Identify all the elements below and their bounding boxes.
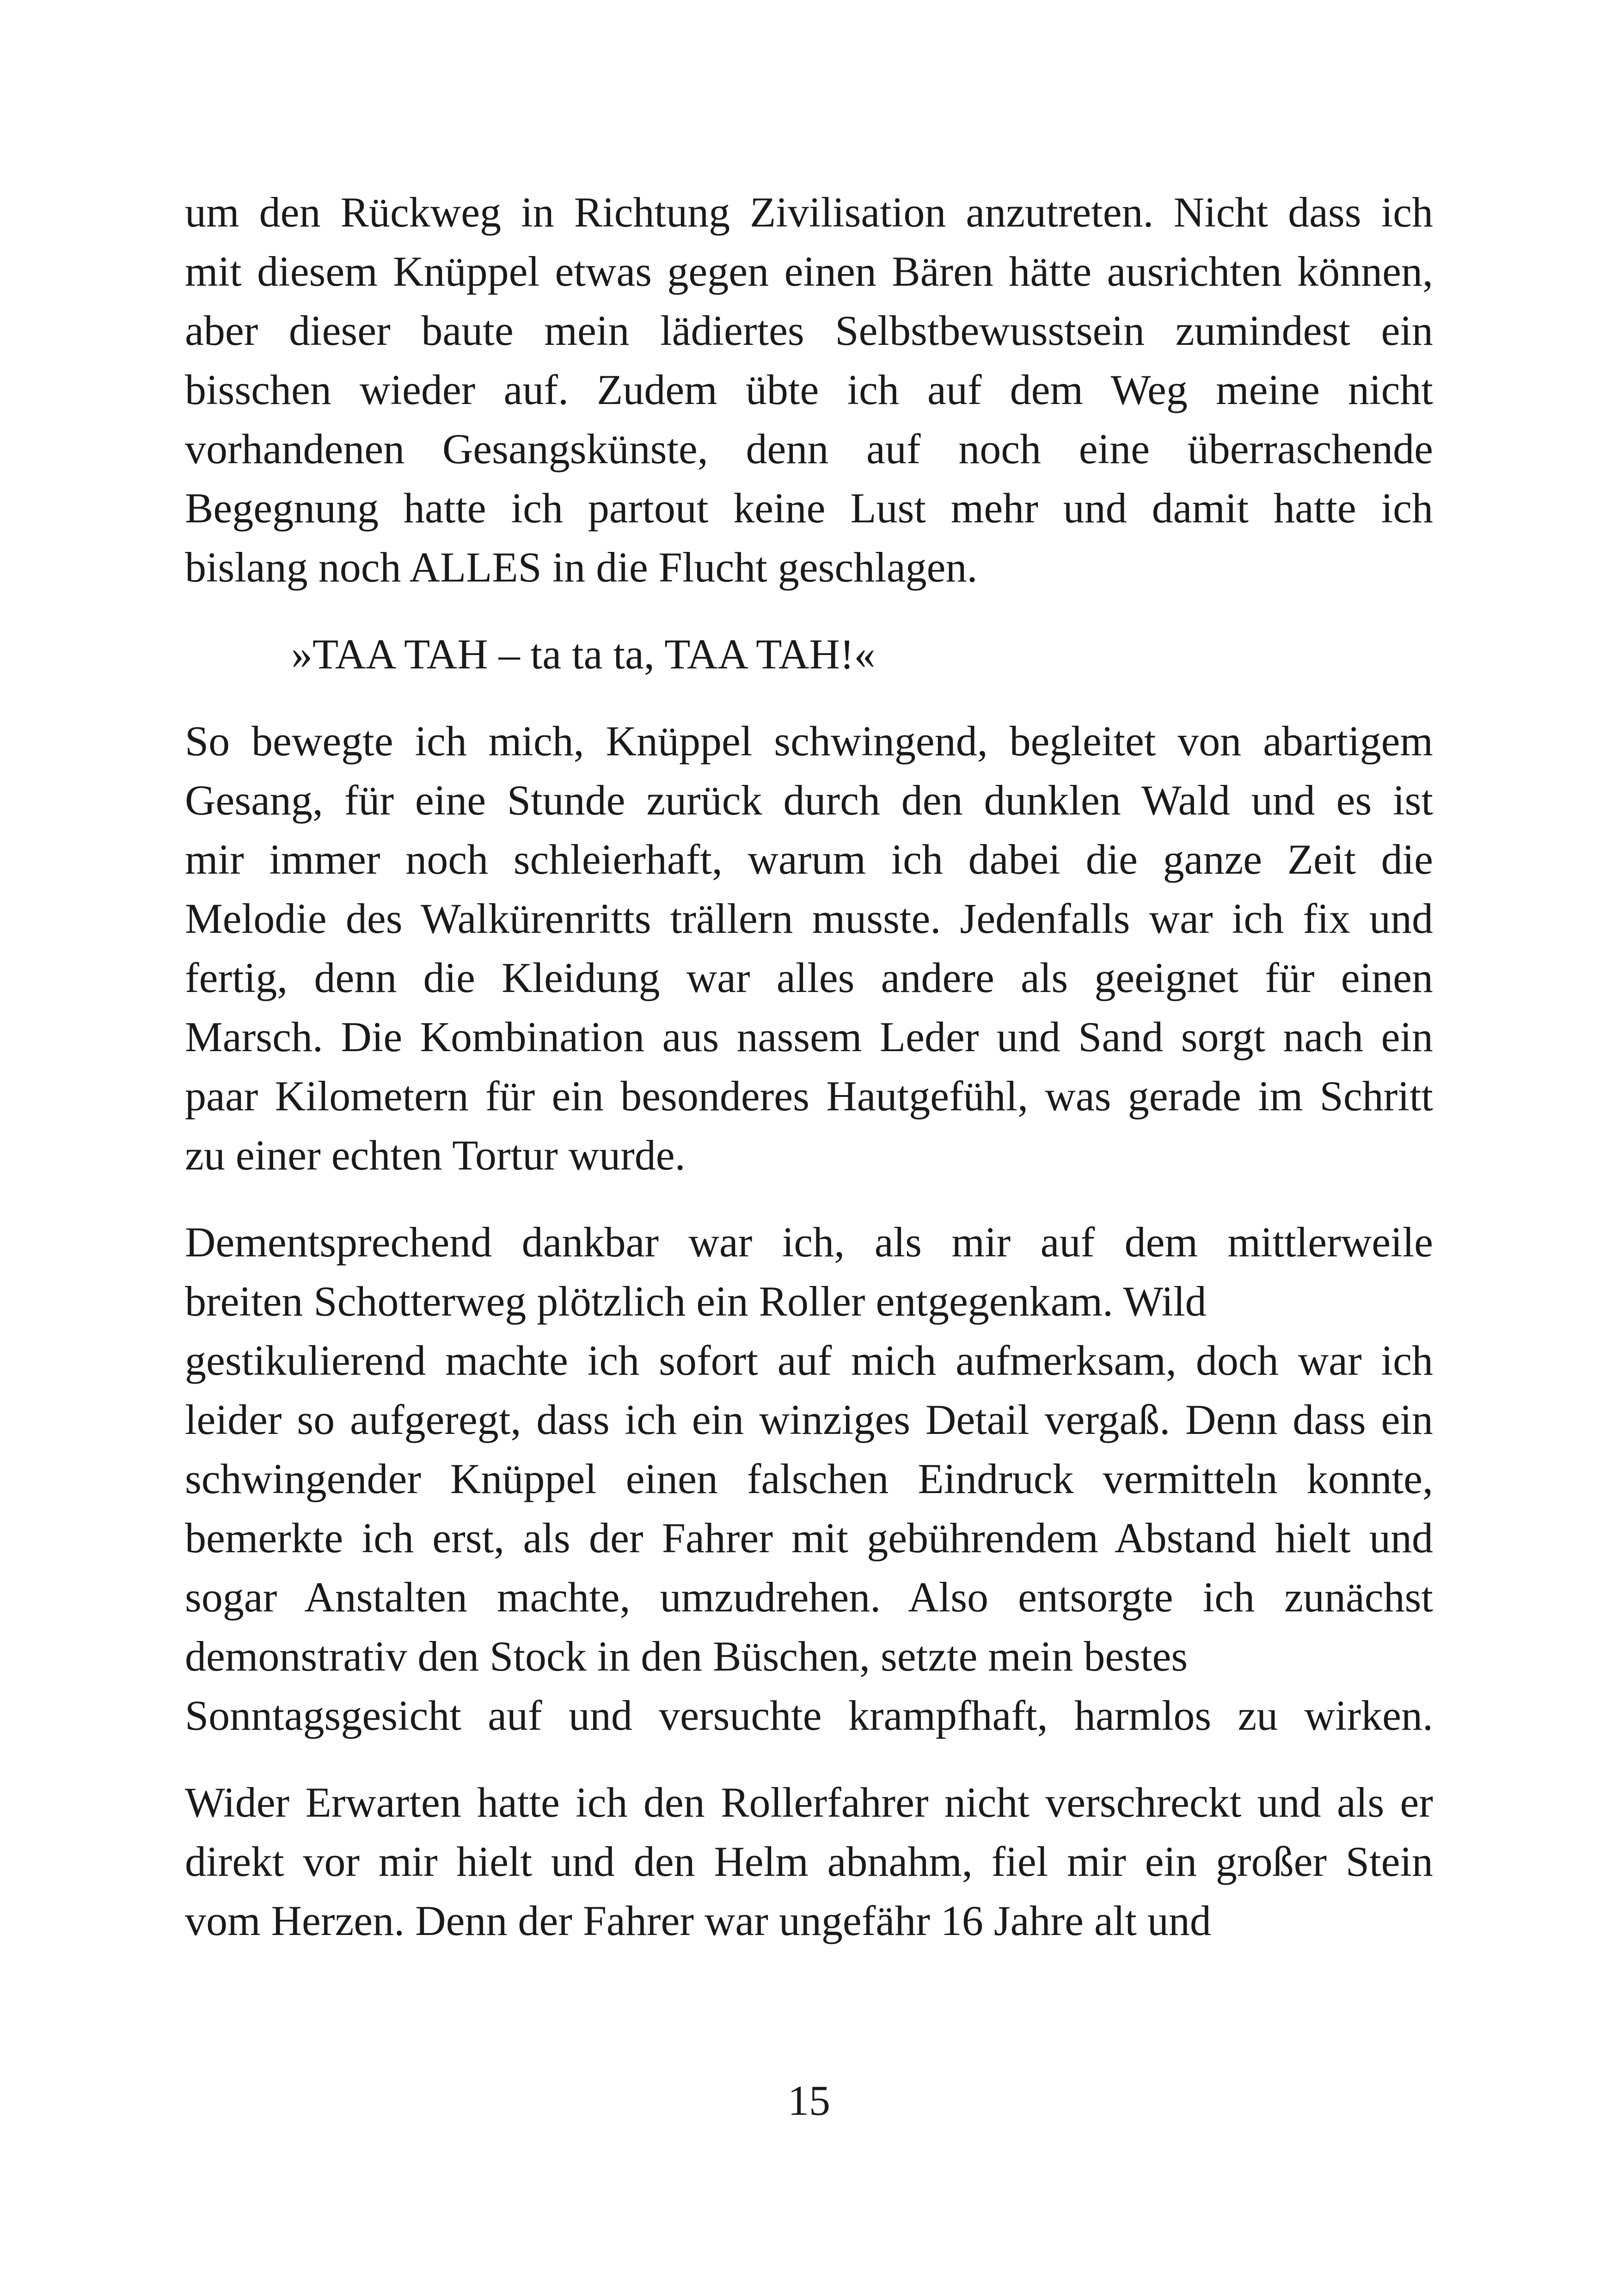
text-line: mit diesem Knüppel etwas gegen einen Bären hätte ausrichten können, [185, 248, 1433, 295]
text-line: schwingender Knüppel einen falschen Eindruck vermitteln konnte, [185, 1455, 1433, 1502]
text-line: Marsch. Die Kombination aus nassem Leder und Sand sorgt nach ein [185, 1013, 1433, 1060]
text-line: direkt vor mir hielt und den Helm abnahm, fiel mir ein großer Stein [185, 1838, 1433, 1885]
text-line: demonstrativ den Stock in den Büschen, setzte mein bestes [185, 1633, 1188, 1680]
text-line: So bewegte ich mich, Knüppel schwingend, begleitet von abartigem [185, 717, 1433, 765]
quote-paragraph [185, 625, 1433, 684]
paragraph-1 [185, 183, 1433, 597]
text-line: zu einer echten Tortur wurde. [185, 1132, 686, 1179]
quote-line: »TAA TAH – ta ta ta, TAA TAH!« [291, 631, 876, 678]
body-text [185, 183, 1433, 1950]
text-line: paar Kilometern für ein besonderes Hautgefühl, was gerade im Schritt [185, 1072, 1433, 1120]
text-line: bisschen wieder auf. Zudem übte ich auf dem Weg meine nicht [185, 366, 1433, 413]
paragraph-3 [185, 1212, 1433, 1745]
text-line: leider so aufgeregt, dass ich ein winziges Detail vergaß. Denn dass ein [185, 1396, 1433, 1443]
text-line: vom Herzen. Denn der Fahrer war ungefähr 16 Jahre alt und [185, 1897, 1211, 1944]
text-line: fertig, denn die Kleidung war alles andere als geeignet für einen [185, 954, 1433, 1001]
text-line: mir immer noch schleierhaft, warum ich dabei die ganze Zeit die [185, 836, 1433, 883]
text-line: Gesang, für eine Stunde zurück durch den dunklen Wald und es ist [185, 777, 1433, 824]
paragraph-spacer [185, 684, 1433, 711]
paragraph-spacer [185, 597, 1433, 625]
text-line: gestikulierend machte ich sofort auf mich aufmerksam, doch war ich [185, 1337, 1433, 1384]
text-line: Melodie des Walkürenritts trällern musste. Jedenfalls war ich fix und [185, 895, 1433, 942]
text-line: Sonntagsgesicht auf und versuchte krampfhaft, harmlos zu wirken. [185, 1692, 1433, 1739]
paragraph-spacer [185, 1185, 1433, 1212]
page-number: 15 [788, 2077, 830, 2124]
text-line: Wider Erwarten hatte ich den Rollerfahrer nicht verschreckt und als er [185, 1779, 1433, 1826]
text-line: vorhandenen Gesangskünste, denn auf noch eine überraschende [185, 425, 1433, 472]
text-line: bemerkte ich erst, als der Fahrer mit gebührendem Abstand hielt und [185, 1514, 1433, 1561]
text-line: breiten Schotterweg plötzlich ein Roller entgegenkam. Wild [185, 1278, 1207, 1325]
paragraph-spacer [185, 1745, 1433, 1773]
text-line: um den Rückweg in Richtung Zivilisation anzutreten. Nicht dass ich [185, 189, 1433, 236]
text-line: aber dieser baute mein lädiertes Selbstbewusstsein zumindest ein [185, 307, 1433, 354]
paragraph-4 [185, 1773, 1433, 1950]
text-line: Begegnung hatte ich partout keine Lust mehr und damit hatte ich [185, 484, 1433, 532]
text-line: sogar Anstalten machte, umzudrehen. Also entsorgte ich zunächst [185, 1574, 1433, 1621]
paragraph-2 [185, 711, 1433, 1185]
text-line: Dementsprechend dankbar war ich, als mir auf dem mittlerweile [185, 1218, 1433, 1266]
text-line: bislang noch ALLES in die Flucht geschlagen. [185, 544, 978, 591]
